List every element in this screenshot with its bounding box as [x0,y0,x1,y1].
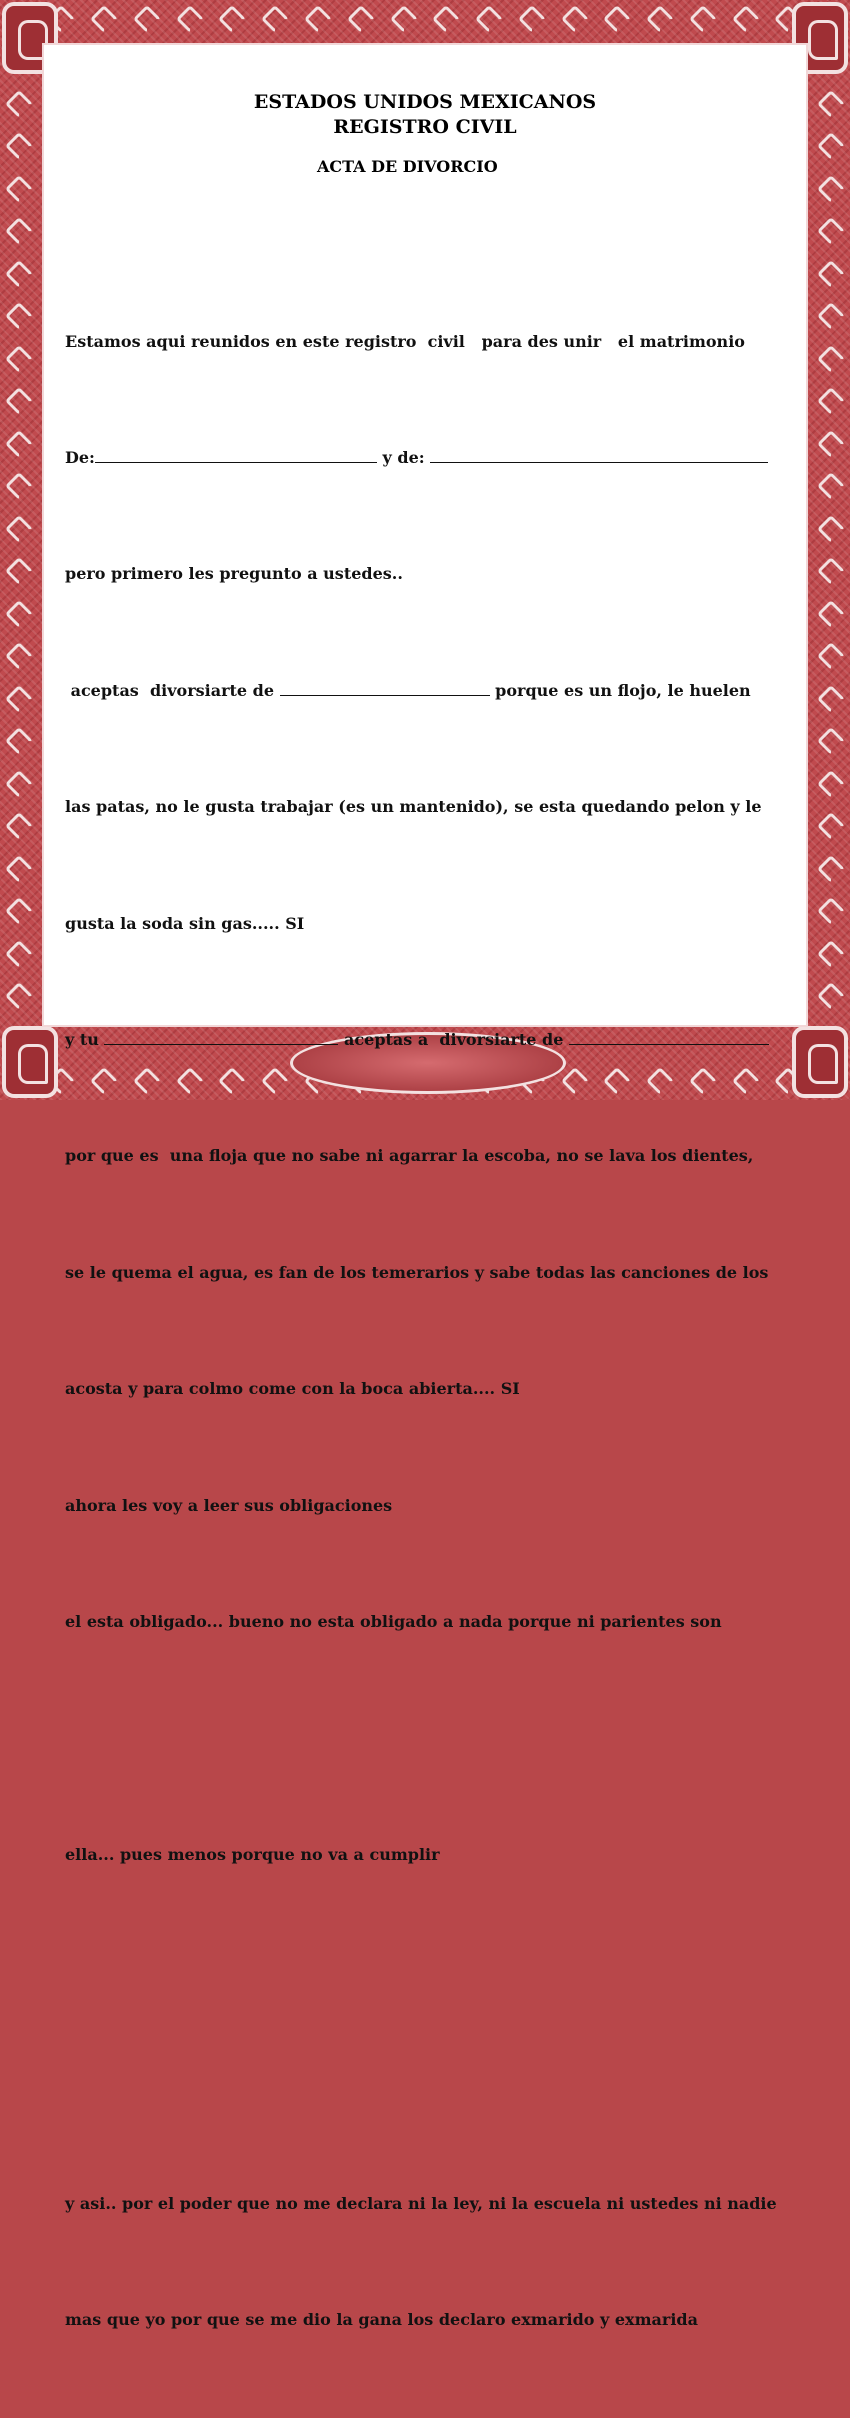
body-text: y tu [65,1029,105,1049]
body-line: por que es una floja que no sabe ni agarrar la escoba, no se lava los dientes, [65,1146,754,1166]
body-line [65,1021,806,1060]
label-y-de: y de: [376,447,431,467]
body-text: aceptas a divorsiarte de [338,1029,569,1049]
body-line-spacer [65,1952,806,1991]
border-fret-right [816,40,846,1060]
body-line: las patas, no le gusta trabajar (es un mantenido), se esta quedando pelon y le [65,797,762,817]
certificate-body [65,245,806,2418]
body-line: mas que yo por que se me dio la gana los declaro exmarido y exmarida [65,2310,698,2330]
border-fret-top [40,4,810,34]
label-de: De: [65,447,95,467]
body-line: y asi.. por el poder que no me declara ni la ley, ni la escuela ni ustedes ni nadie [65,2193,777,2213]
blank-name-field [95,444,377,463]
body-line: se le quema el agua, es fan de los temerarios y sabe todas las canciones de los [65,1262,769,1282]
document-subtitle: REGISTRO CIVIL [333,116,517,138]
body-line [65,672,806,711]
body-line: acosta y para colmo come con la boca abierta.... SI [65,1379,520,1399]
blank-name-field [280,677,490,696]
body-text: porque es un flojo, le huelen [489,680,751,700]
body-line: pero primero les pregunto a ustedes.. [65,564,403,584]
body-line-spacer [65,2068,806,2107]
body-line: ahora les voy a leer sus obligaciones [65,1495,393,1515]
body-line [65,439,806,478]
certificate-paper [44,45,806,2330]
blank-name-field [104,1026,338,1045]
body-line: el esta obligado... bueno no esta obligado a nada porque ni parientes son [65,1611,722,1631]
blank-name-field [430,444,768,463]
body-line: Estamos aqui reunidos en este registro civil para des unir el matrimonio [65,331,745,351]
body-line: ella... pues menos porque no va a cumplir [65,1844,440,1864]
document-heading: ACTA DE DIVORCIO [317,157,498,176]
document-title: ESTADOS UNIDOS MEXICANOS [253,91,597,113]
body-text: aceptas divorsiarte de [65,680,280,700]
border-fret-left [4,40,34,1060]
body-line-spacer [65,1719,806,1758]
blank-name-field [569,1026,769,1045]
corner-ornament [2,1026,58,1098]
body-line: gusta la soda sin gas..... SI [65,913,305,933]
